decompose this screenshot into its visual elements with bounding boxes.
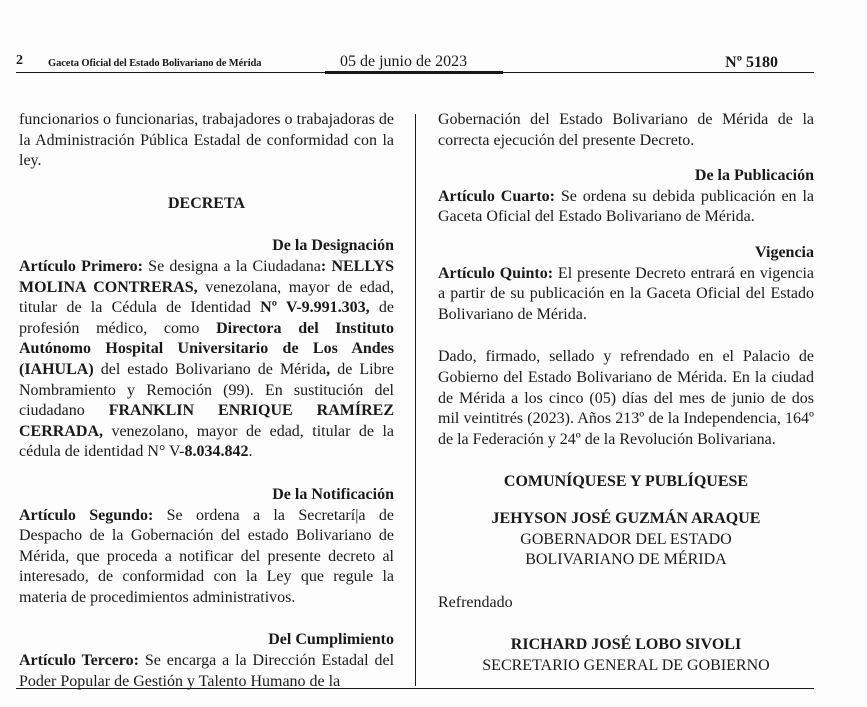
article-cuarto: Artículo Cuarto: Se ordena su debida publicación en la Gaceta Oficial del Estado Bolivariano de Mérida. — [438, 187, 814, 226]
decreta-heading: DECRETA — [167, 194, 246, 212]
designacion-heading: De la Designación — [272, 237, 394, 255]
comuniquese-heading: COMUNÍQUESE Y PUBLÍQUESE — [503, 473, 749, 491]
article-quinto: Artículo Quinto: El presente Decreto entrará en vigencia a partir de su publicación en la Gaceta Oficial del Estado Bolivariano de Mérida. — [438, 264, 815, 323]
issue-date: 05 de junio de 2023 — [340, 53, 468, 70]
secretary-title: SECRETARIO GENERAL DE GOBIERNO — [482, 656, 770, 674]
issue-number: Nº 5180 — [725, 54, 778, 71]
intro-paragraph: funcionarios o funcionarias, trabajadores o trabajadoras de la Administración Pública Estadal de conformidad con la ley. — [19, 111, 394, 170]
notificacion-heading: De la Notificación — [272, 485, 394, 503]
cumplimiento-heading: Del Cumplimiento — [268, 631, 394, 649]
left-column — [19, 110, 394, 692]
header-date-underline — [325, 71, 503, 74]
column-divider — [415, 114, 416, 686]
publicacion-heading: De la Publicación — [694, 167, 814, 185]
vigencia-heading: Vigencia — [755, 243, 814, 261]
right-column — [438, 110, 814, 676]
governor-title-line-2: BOLIVARIANO DE MÉRIDA — [525, 551, 727, 569]
article-tercero: Artículo Tercero: Se encarga a la Dirección Estadal del Poder Popular de Gestión y Talento Humano de la — [19, 652, 395, 690]
dado-paragraph: Dado, firmado, sellado y refrendado en el Palacio de Gobierno del Estado Bolivariano de Mérida. En la ciudad de Mérida a los cinco (05) días del mes de junio de dos mil veintitrés (2023). Años 213º de la Independencia, 164º de la Federación y 24º de la Revolución Bolivariana. — [438, 348, 814, 448]
page-number: 2 — [16, 53, 23, 68]
article-primero: Artículo Primero: Se designa a la Ciudadana: NELLYS MOLINA CONTRERAS, venezolana, mayor de edad, titular de la Cédula de Identidad Nº V-9.991.303, de profesión médico, como Directora del Instituto Autónomo Hospital Universitario de Los Andes (IAHULA) del estado Bolivariano de Mérida, de Libre Nombramiento y Remoción (99). En sustitución del ciudadano FRANKLIN ENRIQUE RAMÍREZ CERRADA, venezolano, mayor de edad, titular de la cédula de identidad N° V-8.034.842. — [19, 257, 395, 461]
continuation-paragraph: Gobernación del Estado Bolivariano de Mérida de la correcta ejecución del presente Decreto. — [438, 111, 814, 149]
governor-title-line-1: GOBERNADOR DEL ESTADO — [520, 530, 732, 548]
secretary-name: RICHARD JOSÉ LOBO SIVOLI — [510, 636, 742, 654]
refrendado-label: Refrendado — [438, 593, 513, 611]
gazette-name: Gaceta Oficial del Estado Bolivariano de Mérida — [48, 58, 262, 69]
article-segundo: Artículo Segundo: Se ordena a la Secretarí|a de Despacho de la Gobernación del estado Bolivariano de Mérida, que proceda a notificar del presente decreto al interesado, de conformidad con la Ley que regule la materia de procedimientos administrativos. — [19, 506, 394, 606]
governor-name: JEHYSON JOSÉ GUZMÁN ARAQUE — [491, 509, 761, 527]
